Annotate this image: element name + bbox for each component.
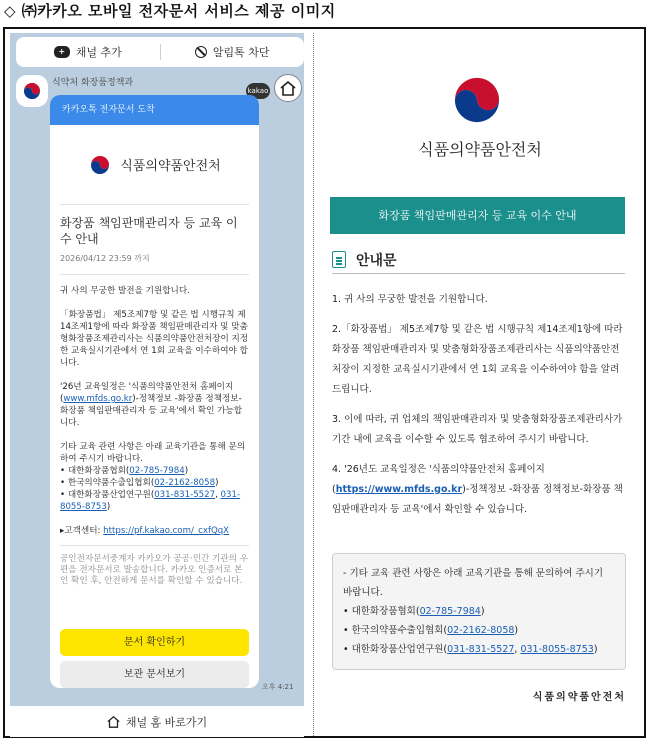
contact-list [60, 465, 249, 513]
bubble-header: 카카오톡 전자문서 도착 [50, 95, 259, 125]
notice-item-1: 1. 귀 사의 무궁한 발전을 기원합니다. [332, 294, 488, 305]
phone-link[interactable]: 031-8055-8753 [60, 490, 241, 512]
document-icon [332, 251, 346, 268]
bubble-org-logo [60, 125, 249, 205]
bubble-divider [60, 545, 249, 546]
channel-home-button[interactable] [10, 706, 304, 737]
list-item: • 대한화장품협회(02-785-7984) [343, 602, 615, 621]
section-header [332, 246, 625, 274]
panel-divider [313, 33, 314, 736]
doc-banner: 화장품 책임판매관리자 등 교육 이수 안내 [330, 197, 625, 234]
section-title: 안내문 [356, 252, 397, 269]
contact-intro: 기타 교육 관련 사항은 아래 교육기관을 통해 문의하여 주시기 바랍니다. [60, 442, 246, 464]
relay-note: 공인전자문서중계자 카카오가 공공·민간 기관의 우편을 전자문서로 발송합니다. 카카오 인증서로 본인 확인 후, 안전하게 문서를 확인할 수 있습니다. [60, 554, 248, 586]
page-heading: ◇ ㈜카카오 모바일 전자문서 서비스 제공 이미지 [4, 2, 336, 20]
taeguk-logo-icon [21, 80, 43, 102]
list-item: • 대한화장품협회(02-785-7984) [60, 466, 189, 476]
contact-name: 대한화장품협회( [351, 606, 420, 617]
notice-item-2: 2.「화장품법」 제5조제7항 및 같은 법 시행규칙 제14조제1항에 따라 화장품 책임판매관리자 및 맞춤형화장품조제관리사는 식품의약품안전처장이 지정한 교육실시기관에서 연 1회 교육을 이수하여야 함을 알려드립니다. [332, 324, 623, 395]
list-item: • 대한화장품산업연구원(031-831-5527, 031-8055-8753) [343, 640, 615, 659]
notice-item-3: 3. 이에 따라, 귀 업체의 책임판매관리자 및 맞춤형화장품조제관리사가 기간 내에 교육을 이수할 수 있도록 협조하여 주시기 바랍니다. [332, 414, 623, 445]
stored-documents-button[interactable]: 보관 문서보기 [60, 661, 249, 688]
greeting-text: 귀 사의 무궁한 발전을 기원합니다. [60, 286, 190, 296]
taeguk-logo-icon [450, 73, 504, 127]
mfds-link[interactable]: https://www.mfds.go.kr [335, 484, 463, 495]
home-icon [107, 716, 120, 728]
home-icon [280, 81, 296, 96]
notice-body [332, 290, 628, 530]
bubble-divider [60, 274, 249, 275]
block-icon [195, 46, 207, 58]
block-alerts-button[interactable] [161, 37, 305, 67]
block-alerts-label: 알림톡 차단 [212, 46, 270, 59]
taeguk-logo-icon [88, 153, 112, 177]
item4-pre: 4. '26년도 교육일정은 '식품의약품안전처 홈페이지( [332, 464, 545, 495]
cs-link[interactable]: https://pf.kakao.com/_cxfQqX [103, 526, 230, 536]
contact-intro: - 기타 교육 관련 사항은 아래 교육기관을 통해 문의하여 주시기 바랍니다. [343, 568, 604, 598]
view-document-button[interactable]: 문서 확인하기 [60, 629, 249, 656]
sender-name: 식약처 화장품정책과 [52, 78, 134, 88]
schedule-pre: '26년 교육일정은 '식품의약품안전처 홈페이지( [60, 382, 234, 404]
mfds-logo [450, 73, 504, 131]
org-name: 식품의약품안전처 [418, 140, 542, 159]
kakao-badge: kakao [246, 83, 270, 99]
phone-link[interactable]: 02-2162-8058 [447, 625, 515, 636]
message-bubble [50, 95, 259, 688]
sender-avatar[interactable] [16, 75, 48, 107]
doc-deadline: 2026/04/12 23:59 까지 [60, 254, 150, 263]
bubble-org-name: 식품의약품안전처 [120, 159, 221, 174]
contact-name: 한국의약품수출입협회( [67, 478, 155, 488]
add-channel-button[interactable] [16, 37, 160, 67]
list-item: • 한국의약품수출입협회(02-2162-8058) [60, 478, 219, 488]
contact-list [343, 602, 615, 659]
chat-topbar [16, 37, 304, 67]
phone-link[interactable]: 02-785-7984 [419, 606, 481, 617]
customer-center: ▸고객센터: https://pf.kakao.com/_cxfQqX [60, 526, 230, 536]
channel-home-label: 채널 홈 바로가기 [125, 715, 208, 729]
schedule-post: )-정책정보 -화장품 정책정보-화장품 책임판매관리자 등 교육'에서 확인 가능합니다. [60, 394, 243, 428]
schedule-paragraph [60, 381, 249, 429]
phone-link[interactable]: 031-831-5527 [154, 490, 216, 500]
home-button[interactable] [274, 74, 302, 102]
message-time: 오후 4:21 [262, 683, 294, 691]
contact-name: 대한화장품협회( [67, 466, 130, 476]
item4-post: )-정책정보 -화장품 정책정보-화장품 책임판매관리자 등 교육'에서 확인할 수 있습니다. [332, 484, 623, 515]
notice-item-4 [332, 460, 628, 520]
mfds-link[interactable]: www.mfds.go.kr [63, 394, 133, 404]
list-item: • 대한화장품산업연구원(031-831-5527, 031-8055-8753) [60, 490, 241, 512]
bubble-body [60, 285, 249, 537]
contact-box [332, 553, 626, 670]
channel-add-icon: + [54, 46, 70, 58]
contact-name: 한국의약품수출입협회( [351, 625, 448, 636]
contact-name: 대한화장품산업연구원( [67, 490, 155, 500]
contact-name: 대한화장품산업연구원( [351, 644, 448, 655]
list-item: • 한국의약품수출입협회(02-2162-8058) [343, 621, 615, 640]
phone-link[interactable]: 02-2162-8058 [154, 478, 216, 488]
doc-title: 화장품 책임판매관리자 등 교육 이수 안내 [60, 216, 238, 246]
law-paragraph: 「화장품법」 제5조제7항 및 같은 법 시행규칙 제14조제1항에 따라 화장품 책임판매관리자 및 맞춤형화장품조제관리사는 식품의약품안전처장이 지정한 교육실시기관에서 연 1회 교육을 이수하여야 합니다. [60, 310, 249, 368]
kakao-chat-screen [10, 33, 304, 737]
phone-link[interactable]: 02-785-7984 [129, 466, 185, 476]
add-channel-label: 채널 추가 [75, 46, 122, 59]
cs-label: 고객센터: [64, 526, 104, 536]
contacts-block [60, 441, 249, 513]
phone-link[interactable]: 031-831-5527 [447, 644, 515, 655]
doc-footer-signature: 식품의약품안전처 [532, 692, 626, 703]
phone-link[interactable]: 031-8055-8753 [520, 644, 594, 655]
